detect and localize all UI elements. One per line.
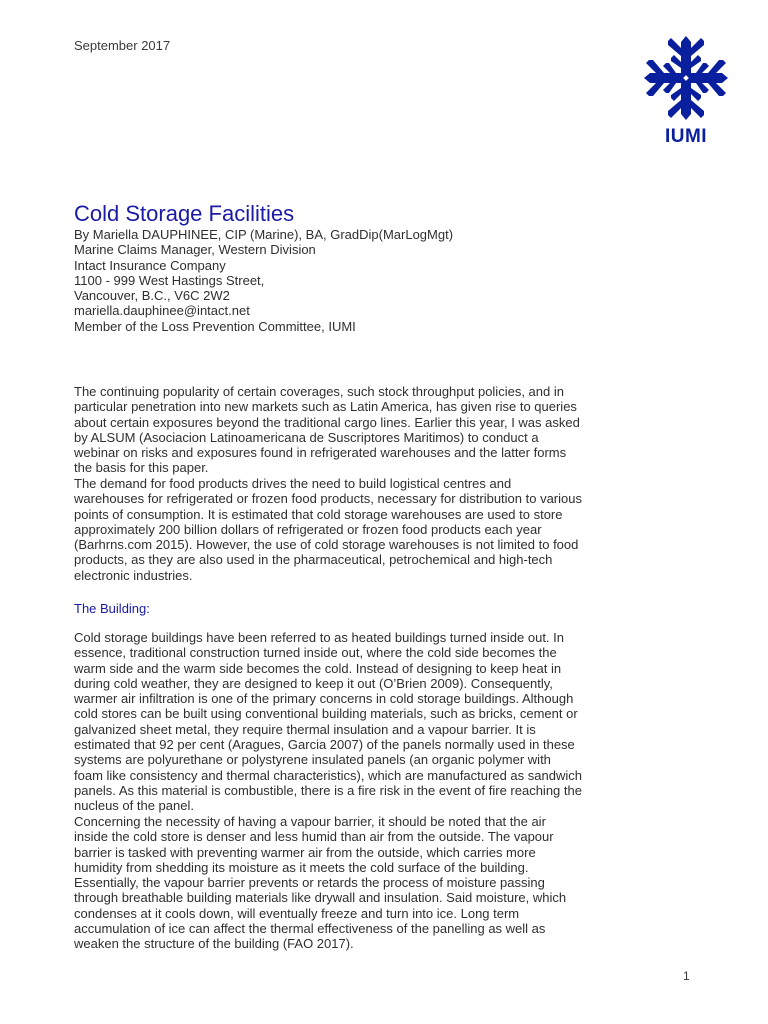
author-company: Intact Insurance Company [74, 257, 226, 273]
logo-wordmark: IUMI [664, 126, 708, 147]
snowflake-emblem-icon [640, 32, 732, 124]
text-line: particular penetration into new markets such as Latin America, has given rise to queries [74, 399, 577, 415]
text-line: Concerning the necessity of having a vapour barrier, it should be noted that the air [74, 814, 546, 829]
text-line: Cold storage buildings have been referred to as heated buildings turned inside out. In [74, 630, 564, 645]
text-line: warmer air infiltration is one of the primary concerns in cold storage buildings. Although [74, 691, 574, 707]
text-line: (Barhrns.com 2015). However, the use of cold storage warehouses is not limited to food [74, 537, 579, 553]
text-line: The continuing popularity of certain coverages, such stock throughput policies, and in [74, 384, 564, 399]
text-line: the basis for this paper. [74, 460, 209, 476]
text-line: panels. As this material is combustible, there is a fire risk in the event of fire reaching the [74, 782, 582, 798]
text-line: webinar on risks and exposures found in refrigerated warehouses and the latter forms [74, 445, 567, 461]
text-line: galvanized sheet metal, they require thermal insulation and a vapour barrier. It is [74, 721, 536, 737]
text-line: nucleus of the panel. [74, 798, 194, 814]
text-line: points of consumption. It is estimated that cold storage warehouses are used to store [74, 506, 563, 522]
text-line: The demand for food products drives the need to build logistical centres and [74, 476, 512, 491]
text-line: inside the cold store is denser and less humid than air from the outside. The vapour [74, 829, 554, 845]
author-email: mariella.dauphinee@intact.net [74, 303, 250, 319]
text-line: foam like consistency and thermal characteristics), which are manufactured as sandwich [74, 767, 582, 783]
text-line: during cold weather, they are designed to keep it out (O’Brien 2009). Consequently, [74, 675, 553, 691]
author-street-address: 1100 - 999 West Hastings Street, [74, 272, 265, 288]
text-line: approximately 200 billion dollars of refrigerated or frozen food products each year [74, 521, 542, 537]
text-line: humidity from shedding its moisture as it meets the cold surface of the building. [74, 859, 529, 875]
text-line: estimated that 92 per cent (Aragues, Garcia 2007) of the panels normally used in these [74, 737, 575, 753]
building-paragraph-2 [74, 814, 694, 952]
text-line: systems are polyurethane or polystyrene insulated panels (an organic polymer with [74, 752, 551, 768]
author-byline: By Mariella DAUPHINEE, CIP (Marine), BA, GradDip(MarLogMgt) [74, 227, 454, 242]
intro-paragraph-1 [74, 384, 694, 476]
author-committee: Member of the Loss Prevention Committee, IUMI [74, 318, 356, 334]
text-line: by ALSUM (Asociacion Latinoamericana de Suscriptores Maritimos) to conduct a [74, 429, 539, 445]
text-line: barrier is tasked with preventing warmer air from the outside, which carries more [74, 844, 536, 860]
text-line: accumulation of ice can affect the thermal effectiveness of the panelling as well as [74, 921, 546, 937]
intro-paragraph-2 [74, 476, 694, 583]
text-line: cold stores can be built using conventional building materials, such as bricks, cement or [74, 706, 578, 722]
text-line: essence, traditional construction turned inside out, where the cold side becomes the [74, 645, 557, 661]
text-line: through breathable building materials like drywall and insulation. Said moisture, which [74, 890, 567, 906]
text-line: electronic industries. [74, 567, 193, 583]
author-block [74, 227, 694, 334]
text-line: weaken the structure of the building (FAO 2017). [74, 936, 354, 952]
iumi-logo [640, 32, 732, 152]
text-line: about certain exposures beyond the traditional cargo lines. Earlier this year, I was asked [74, 414, 580, 430]
text-line: products, as they are also used in the pharmaceutical, petrochemical and high-tech [74, 552, 553, 568]
author-position: Marine Claims Manager, Western Division [74, 242, 316, 258]
text-line: warm side and the warm side becomes the cold. Instead of designing to keep heat in [74, 660, 562, 676]
page-number: 1 [683, 969, 690, 983]
text-line: warehouses for refrigerated or frozen food products, necessary for distribution to various [74, 491, 582, 507]
section-heading: The Building: [74, 601, 150, 616]
document-title: Cold Storage Facilities [74, 201, 295, 226]
building-paragraph-1 [74, 630, 694, 814]
text-line: Essentially, the vapour barrier prevents or retards the process of moisture passing [74, 875, 545, 891]
text-line: condenses at it cools down, will eventually freeze and turn into ice. Long term [74, 905, 520, 921]
author-city-address: Vancouver, B.C., V6C 2W2 [74, 288, 230, 304]
document-date: September 2017 [74, 38, 171, 53]
